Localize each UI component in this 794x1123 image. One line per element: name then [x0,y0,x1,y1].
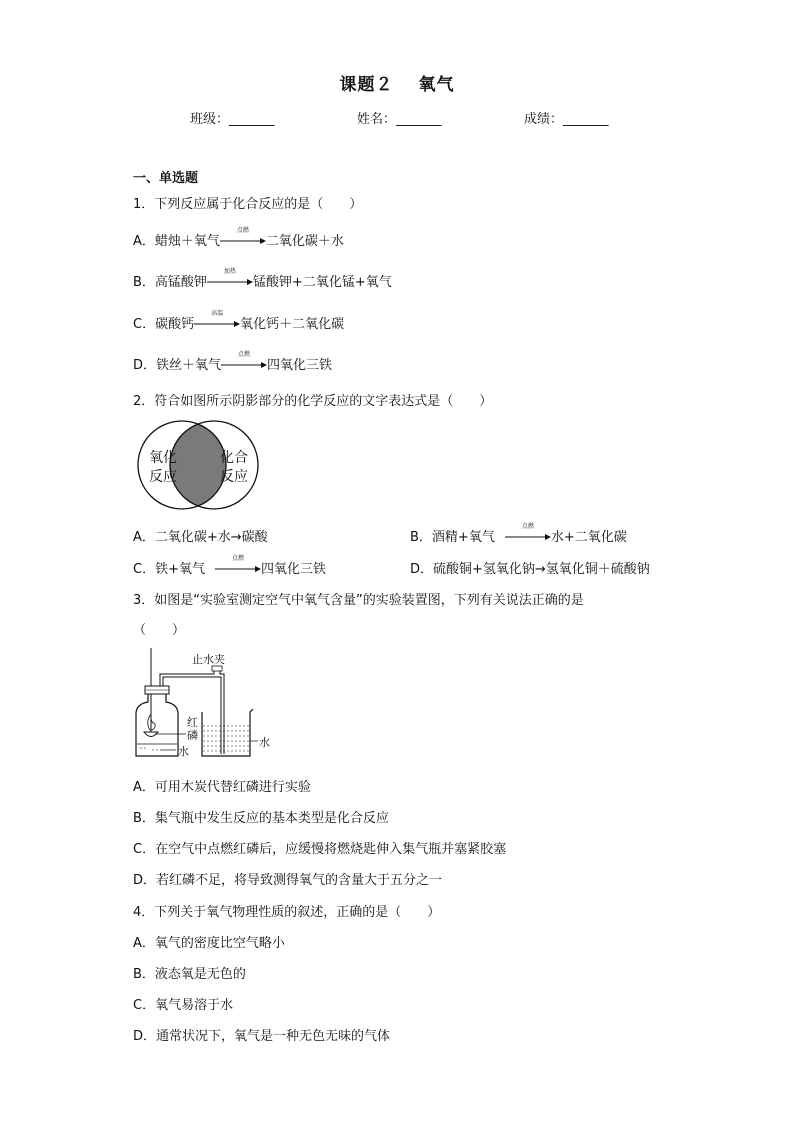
reactants: 酒精+氧气 [431,530,495,545]
option-letter: B． [410,530,432,545]
reaction-arrow [194,310,240,332]
arrow-icon [221,361,267,369]
products: 氧化钙＋二氧化碳 [240,317,345,332]
question-3-stem-bracket: （ ） [133,623,186,638]
arrow-icon [215,565,261,573]
venn-left-label-top: 氧化 [149,450,177,466]
q3-option-d[interactable]: D．若红磷不足，将导致测得氧气的含量大于五分之一 [133,873,443,888]
reaction-arrow [505,523,551,545]
q1-option-b[interactable] [133,268,392,290]
gas-bottle [136,694,178,756]
q1-option-a[interactable] [133,227,344,249]
reaction-condition: 加热 [223,268,236,275]
reaction-arrow [215,555,261,577]
beaker-water-label: 水 [259,736,270,749]
q2-option-b[interactable] [410,523,627,545]
q4-option-d[interactable]: D．通常状况下，氧气是一种无色无味的气体 [133,1029,391,1044]
venn-right-label-top: 化合 [220,450,248,466]
beaker [202,709,253,756]
arrow-icon [194,320,240,328]
products: 四氧化三铁 [260,562,326,577]
option-letter: A． [133,234,155,249]
reaction-condition: 点燃 [521,523,534,530]
reaction-condition: 高温 [211,310,224,317]
option-letter: D． [133,358,157,373]
products: 锰酸钾+二氧化锰+氧气 [252,275,392,290]
reaction-arrow [220,227,266,249]
question-4-stem: 4．下列关于氧气物理性质的叙述，正确的是（ ） [133,905,441,920]
q1-option-c[interactable] [133,310,345,332]
reactants: 碳酸钙 [155,317,195,332]
reactants: 高锰酸钾 [154,275,207,290]
venn-right-label-bottom: 反应 [220,469,248,485]
class-field[interactable]: 班级：_______ [190,112,275,127]
option-letter: C． [133,562,156,577]
q4-option-a[interactable]: A．氧气的密度比空气略小 [133,936,285,951]
name-field[interactable]: 姓名：_______ [357,112,442,127]
score-field[interactable]: 成绩：_______ [524,112,609,127]
venn-left-label-bottom: 反应 [149,469,177,485]
phosphorus-label-top: 红 [187,716,198,729]
arrow-icon [220,237,266,245]
reaction-arrow [221,351,267,373]
reactants: 蜡烛＋氧气 [154,234,220,249]
q4-option-b[interactable]: B．液态氧是无色的 [133,967,246,982]
question-1-stem: 1．下列反应属于化合反应的是（ ） [133,197,363,212]
clamp-label: 止水夹 [192,653,225,666]
q2-option-a[interactable]: A．二氧化碳+水→碳酸 [133,530,268,545]
q4-option-c[interactable]: C．氧气易溶于水 [133,998,234,1013]
reaction-condition: 点燃 [238,351,251,358]
q2-option-c[interactable] [133,555,326,577]
reaction-arrow [207,268,253,290]
reaction-condition: 点燃 [231,555,244,562]
reaction-condition: 点燃 [236,227,249,234]
q1-option-d[interactable] [133,351,333,373]
question-2-stem: 2．符合如图所示阴影部分的化学反应的文字表达式是（ ） [133,394,493,409]
section-title: 一、单选题 [133,171,199,186]
arrow-icon [505,533,551,541]
reactants: 铁丝＋氧气 [156,358,222,373]
reactants: 铁+氧气 [155,562,205,577]
option-letter: C． [133,317,156,332]
question-3-stem: 3．如图是“实验室测定空气中氧气含量”的实验装置图，下列有关说法正确的是 [133,593,584,608]
page-title: 课题２ 氧气 [339,75,455,95]
option-letter: B． [133,275,155,290]
bottle-water-label: 水 [178,745,189,758]
phosphorus-label-bottom: 磷 [187,729,198,742]
arrow-icon [207,278,253,286]
products: 水+二氧化碳 [550,530,627,545]
q2-option-d[interactable]: D．硫酸铜+氢氧化钠→氢氧化铜＋硫酸钠 [410,562,650,577]
products: 二氧化碳＋水 [265,234,344,249]
q3-option-a[interactable]: A．可用木炭代替红磷进行实验 [133,780,311,795]
beaker-water [203,726,249,751]
products: 四氧化三铁 [267,358,333,373]
q3-option-c[interactable]: C．在空气中点燃红磷后，应缓慢将燃烧匙伸入集气瓶并塞紧胶塞 [133,842,507,857]
q3-option-b[interactable]: B．集气瓶中发生反应的基本类型是化合反应 [133,811,389,826]
